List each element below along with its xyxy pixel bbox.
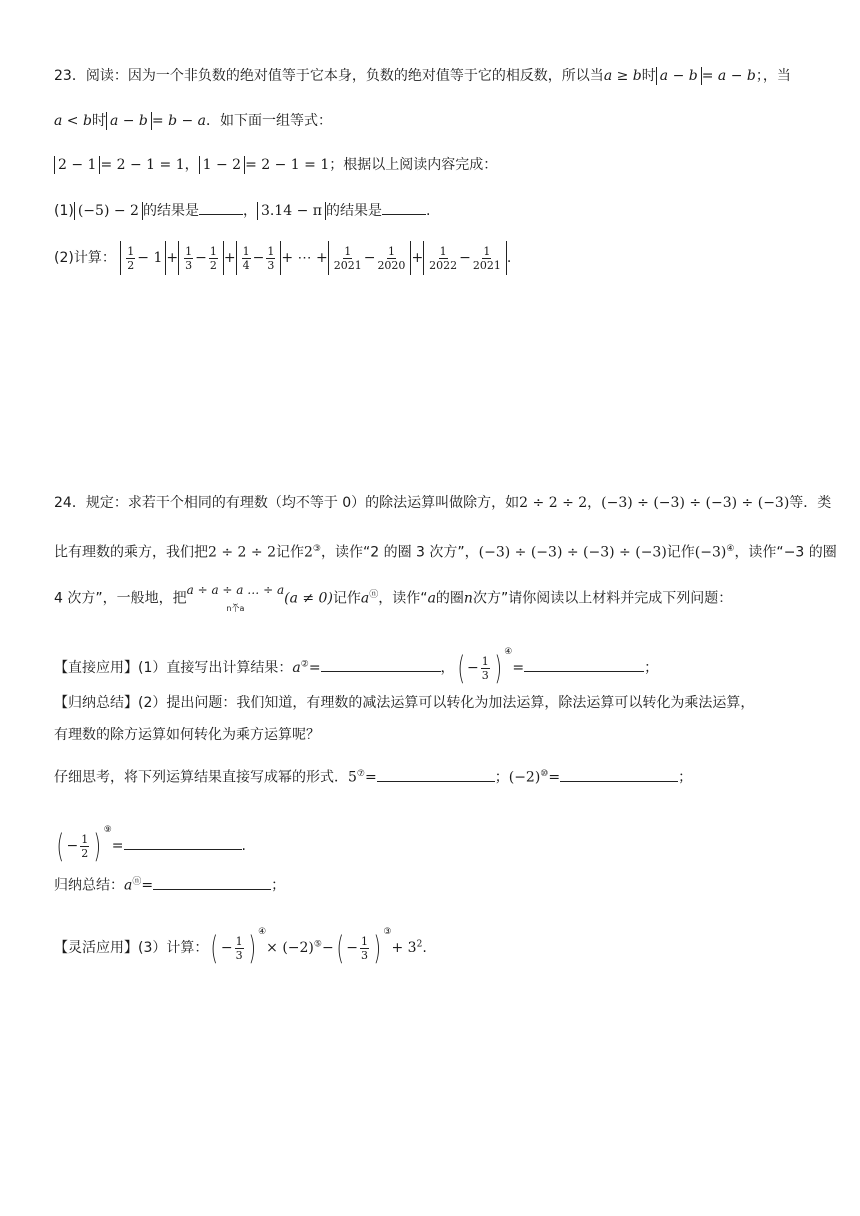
circle-exponent: ③ (383, 927, 392, 937)
brace-label: n个a (226, 604, 245, 614)
equals: = (308, 660, 321, 676)
plus-sign: + (166, 250, 179, 266)
square-exponent: 2 (416, 939, 423, 950)
circle-exponent: ② (300, 659, 309, 670)
underbrace-expression (187, 584, 284, 613)
brace-top: a ÷ a ÷ a … ÷ a (186, 583, 285, 598)
q24-ex1: 2 ÷ 2 ÷ 2 (519, 495, 588, 511)
q23-cond2: a < b (54, 113, 92, 129)
comma: ， (587, 495, 602, 511)
s1-blank-1[interactable] (321, 657, 441, 672)
paren-fraction: ( − $\frac{1}{2}$ ) (56, 827, 102, 865)
section-tag-apply: 【灵活应用】(3）计算： (54, 940, 209, 956)
equals: = (512, 660, 525, 676)
fraction: $\frac{1}{2}$ (127, 244, 135, 272)
q24-s3 (54, 912, 820, 968)
q24-s2-l3a: 仔细思考，将下列运算结果直接写成幂的形式． (54, 769, 348, 786)
q23-p1-result2: 的结果是 (325, 203, 382, 219)
q23-ex1-eq: = 2 − 1 = 1 (100, 157, 185, 173)
brace-icon: ⏟ (232, 596, 238, 606)
pow-base: 2 (303, 544, 313, 561)
fraction: $\frac{1}{2021}$ (472, 244, 501, 272)
q23-p1-label: (1) (54, 203, 74, 219)
q24-s2-summary (54, 872, 820, 896)
q23-p2-end: . (506, 250, 512, 266)
q23-p1-expr: (−5) − 2 (74, 202, 143, 220)
q23-abs-expr2: a − b (106, 112, 152, 130)
q23-intro: 23．阅读：因为一个非负数的绝对值等于它本身，负数的绝对值等于它的相反数，所以当 (54, 68, 604, 84)
q23-line-2 (54, 111, 820, 131)
q23-shi2: 时 (91, 113, 106, 129)
section-tag-summary: 【归纳总结】(2）提出问题：我们知道，有理数的减法运算可以转化为加法运算，除法运算可以转化为乘法运算， (54, 695, 755, 711)
q23-part2 (54, 240, 820, 276)
q24-l3a: 4 次方”，一般地，把 (54, 590, 187, 607)
semicolon: ； (494, 769, 509, 786)
q24-l2c: ，读作“2 的圈 3 次方”， (320, 544, 479, 561)
pow-base: a (292, 660, 301, 676)
q23-ex2-abs: 1 − 2 (199, 156, 245, 174)
q23-part1 (54, 200, 820, 221)
circle-exponent: ⑤ (313, 939, 322, 950)
q23-sep1: ；，当 (755, 68, 791, 84)
q24-l3c: ，读作“ (378, 590, 428, 607)
s2-blank-2[interactable] (560, 767, 678, 782)
pow-base: (−2) (508, 769, 541, 786)
circle-exponent: ④ (258, 927, 267, 937)
q24-line-1 (54, 493, 832, 513)
q23-p1-comma: ， (242, 203, 257, 219)
q24-l2b: 记作 (275, 544, 304, 561)
q23-eq2: = b − a (151, 113, 207, 129)
q24-l2-ex2: (−3) ÷ (−3) ÷ (−3) ÷ (−3) (478, 544, 667, 561)
q23-p1-result: 的结果是 (142, 203, 199, 219)
q23-shi: 时 (641, 68, 656, 84)
q24-s1 (54, 632, 820, 688)
equals: = (548, 769, 561, 786)
q23-abs-expr: a − b (656, 67, 702, 85)
q24-s2-line-3 (54, 764, 820, 788)
times-term: × (−2) (266, 940, 314, 956)
q24-l2e: ，读作“−3 的圈 (734, 544, 837, 561)
paren-fraction: ( − $\frac{1}{3}$ ) (336, 929, 381, 967)
q23-p2-term-5: $\frac{1}{2022}$ − $\frac{1}{2021}$ (423, 241, 507, 275)
q23-p2-term-2: $\frac{1}{3}$ − $\frac{1}{2}$ (178, 241, 224, 275)
q23-p2-label: (2)计算： (54, 250, 116, 266)
q24-s2-line-1 (54, 693, 820, 713)
circle-exponent: ④ (726, 544, 735, 554)
circle-exponent: ⑩ (540, 769, 549, 779)
q24-s2-line-2 (54, 725, 820, 745)
fraction: $\frac{1}{2020}$ (377, 244, 406, 272)
q24-l2a: 比有理数的乘方，我们把 (54, 544, 208, 561)
pow-base: 5 (348, 769, 357, 786)
q23-p1-end: . (425, 203, 431, 219)
s2-blank-1[interactable] (377, 767, 495, 782)
q23-line-1 (54, 66, 820, 86)
fraction: $\frac{1}{3}$ (185, 244, 193, 272)
q23-line-3 (54, 155, 820, 175)
fraction: $\frac{1}{2021}$ (333, 244, 362, 272)
summary-label: 归纳总结： (54, 877, 124, 894)
equals: = (141, 877, 154, 894)
paren-fraction: ( − $\frac{1}{3}$ ) (210, 929, 256, 967)
q23-cond1: a ≥ b (603, 68, 642, 84)
q24-line-3 (54, 580, 820, 614)
circle-exponent: ③ (312, 544, 321, 554)
q24-intro: 24．规定：求若干个相同的有理数（均不等于 0）的除法运算叫做除方，如 (54, 495, 520, 511)
equals: = (111, 838, 124, 854)
pow-base: a (360, 590, 370, 607)
q24-s2-l2: 有理数的除方运算如何转化为乘方运算呢？ (54, 727, 320, 743)
circle-exponent: ⓝ (369, 590, 379, 600)
period: . (241, 838, 246, 854)
comma: ， (440, 660, 455, 676)
q23-p2-term-4: $\frac{1}{2021}$ − $\frac{1}{2020}$ (328, 241, 412, 275)
q24-l3b: 记作 (332, 590, 361, 607)
q24-s2-line-4 (54, 810, 820, 866)
fraction: $\frac{1}{3}$ (267, 244, 275, 272)
q23-intro-b: ．如下面一组等式： (206, 113, 333, 129)
q24-ex2: (−3) ÷ (−3) ÷ (−3) ÷ (−3) (601, 495, 790, 511)
section-tag-direct: 【直接应用】(1）直接写出计算结果： (54, 660, 293, 676)
q23-p2-term-1 (120, 241, 166, 275)
pow-base: a (124, 877, 133, 894)
plus-sign: + (411, 250, 424, 266)
q24-l1-tail: 等．类 (789, 495, 832, 511)
plus-sign: + (223, 250, 236, 266)
s1-blank-2[interactable] (524, 657, 644, 672)
term-tail: − 1 (137, 250, 163, 266)
s2-blank-3[interactable] (124, 835, 242, 850)
semicolon: ； (644, 660, 659, 676)
circle-exponent: ⑨ (103, 825, 112, 835)
circle-exponent: ④ (504, 647, 513, 657)
q24-l3e: 次方”请你阅读以上材料并完成下列问题： (472, 590, 733, 607)
fraction: $\frac{1}{2}$ (209, 244, 217, 272)
ellipsis-plus: + ⋯ + (281, 250, 328, 266)
var-n: n (463, 590, 473, 607)
q23-ex-tail: ；根据以上阅读内容完成： (329, 157, 498, 173)
q23-p1-blank-1[interactable] (199, 200, 243, 215)
q23-p1-expr2: 3.14 − π (257, 202, 326, 220)
minus-sign: − (321, 940, 334, 956)
fraction: $\frac{1}{4}$ (242, 244, 250, 272)
q23-p1-blank-2[interactable] (382, 200, 426, 215)
period: . (422, 940, 427, 956)
q23-eq1: = a − b (701, 68, 756, 84)
q23-ex1-abs: 2 − 1 (54, 156, 100, 174)
q24-line-2 (54, 539, 837, 563)
s2-summary-blank[interactable] (153, 875, 271, 890)
q24-cond: (a ≠ 0) (284, 590, 333, 607)
q23-ex2-eq: = 2 − 1 = 1 (245, 157, 330, 173)
q24-l3d: 的圈 (435, 590, 464, 607)
paren-fraction: ( − $\frac{1}{3}$ ) (457, 649, 502, 687)
equals: = (365, 769, 377, 786)
q23-p2-term-3: $\frac{1}{4}$ − $\frac{1}{3}$ (236, 241, 282, 275)
circle-exponent: ⓝ (132, 877, 142, 887)
fraction: $\frac{1}{2022}$ (429, 244, 458, 272)
semicolon: ； (678, 769, 693, 786)
circle-exponent: ⑦ (356, 769, 365, 779)
q23-comma: ， (184, 157, 199, 173)
pow-base: (−3) (694, 544, 727, 561)
semicolon: ； (271, 877, 286, 894)
q24-l2d: 记作 (666, 544, 695, 561)
q24-l2-ex1: 2 ÷ 2 ÷ 2 (208, 544, 276, 561)
plus-term: + 3 (391, 940, 417, 956)
var-a: a (427, 590, 436, 607)
